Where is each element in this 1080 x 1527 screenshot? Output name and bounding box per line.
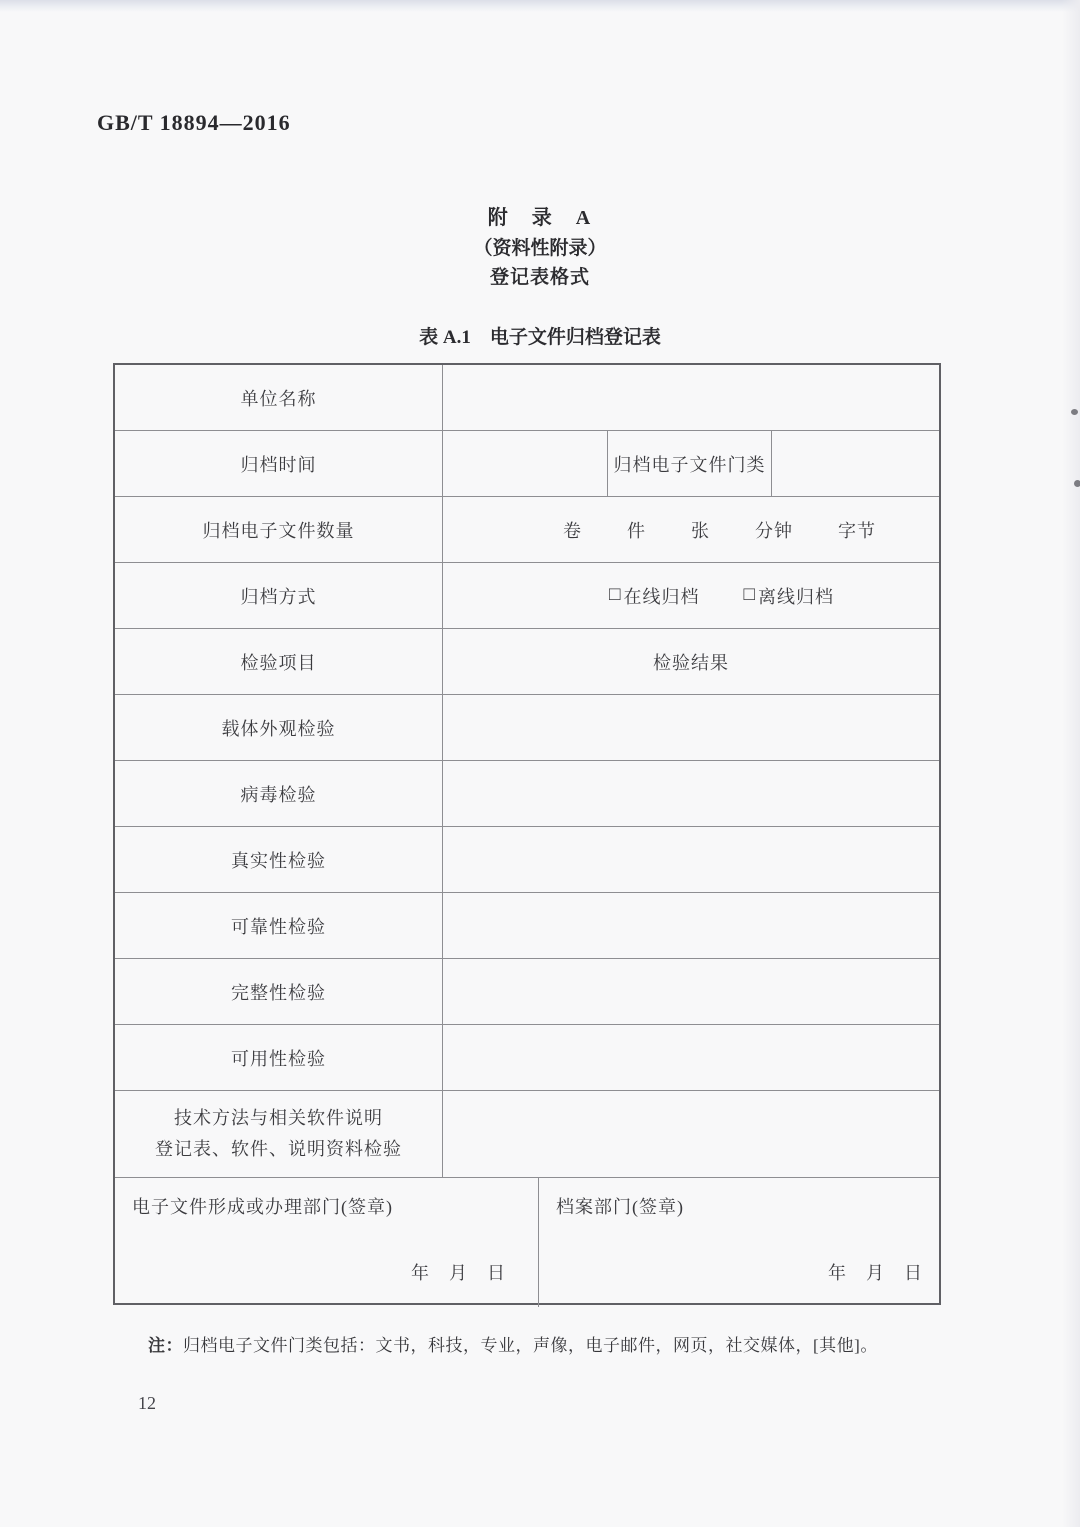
offline-option-label: 离线归档 [757,586,834,607]
forming-department-label: 电子文件形成或办理部门(签章) [132,1197,393,1217]
form-row-check-integrity [115,959,939,1025]
archives-department-label: 档案部门(签章) [556,1197,684,1217]
check-row-label: 完整性检验 [115,959,443,1024]
standard-number-header: GB/T 18894—2016 [97,110,291,135]
online-option-label: 在线归档 [623,586,700,607]
form-row-check-header [115,629,939,695]
online-archiving-option [609,583,699,609]
unit-name-label: 单位名称 [115,365,443,430]
form-row-signatures [115,1178,939,1307]
form-row-tech-method [115,1091,939,1178]
table-footnote [148,1331,878,1356]
form-row-check-virus [115,761,939,827]
scan-speck-artifact [1074,480,1080,487]
check-row-label: 可靠性检验 [115,893,443,958]
archives-department-sign-cell [539,1178,939,1307]
check-row-label: 真实性检验 [115,827,443,892]
tech-method-line2: 登记表、软件、说明资料检验 [155,1138,402,1159]
archive-time-value-cell [443,431,608,496]
check-row-result-cell [443,1025,939,1090]
quantity-label: 归档电子文件数量 [115,497,443,562]
tech-method-label [115,1091,443,1177]
method-label: 归档方式 [115,563,443,628]
archive-time-label: 归档时间 [115,431,443,496]
check-item-header: 检验项目 [115,629,443,694]
unit-minutes: 分钟 [755,520,793,541]
form-row-check-reliability [115,893,939,959]
unit-jian: 件 [627,520,646,541]
form-row-check-authenticity [115,827,939,893]
form-row-check-usability [115,1025,939,1091]
page-number: 12 [138,1393,156,1413]
appendix-title: 附 录 A [487,207,593,229]
category-label: 归档电子文件门类 [608,431,772,496]
check-row-result-cell [443,959,939,1024]
form-row-check-appearance [115,695,939,761]
checkbox-icon: □ [743,584,756,605]
registration-form-table [113,363,941,1305]
check-row-result-cell [443,761,939,826]
tech-method-result-cell [443,1091,939,1177]
tech-method-line1: 技术方法与相关软件说明 [174,1107,383,1128]
note-text: 归档电子文件门类包括：文书，科技，专业，声像，电子邮件，网页，社交媒体，[其他]。 [183,1336,878,1355]
appendix-subtitle: （资料性附录） [473,238,607,259]
forming-department-sign-cell [115,1178,539,1307]
note-label: 注： [148,1336,183,1355]
check-row-result-cell [443,827,939,892]
form-row-method [115,563,939,629]
check-row-result-cell [443,695,939,760]
appendix-section-title: 登记表格式 [489,267,590,288]
form-row-unit-name [115,365,939,431]
unit-name-value-cell [443,365,939,430]
form-row-quantity [115,497,939,563]
offline-archiving-option [743,583,833,609]
scan-speck-artifact [1071,409,1078,415]
check-row-label: 病毒检验 [115,761,443,826]
check-row-result-cell [443,893,939,958]
unit-juan: 卷 [563,520,582,541]
table-caption: 表 A.1 电子文件归档登记表 [419,327,661,348]
unit-zhang: 张 [691,520,710,541]
form-row-archive-time [115,431,939,497]
quantity-units-cell [443,497,939,562]
check-result-header: 检验结果 [653,652,729,673]
date-placeholder: 年 月 日 [411,1263,506,1283]
check-row-label: 可用性检验 [115,1025,443,1090]
scan-edge-artifact [0,0,1080,12]
date-placeholder: 年 月 日 [828,1263,923,1283]
checkbox-icon: □ [609,584,622,605]
unit-bytes: 字节 [838,520,876,541]
category-value-cell [772,431,939,496]
method-options-cell [443,563,939,628]
check-row-label: 载体外观检验 [115,695,443,760]
